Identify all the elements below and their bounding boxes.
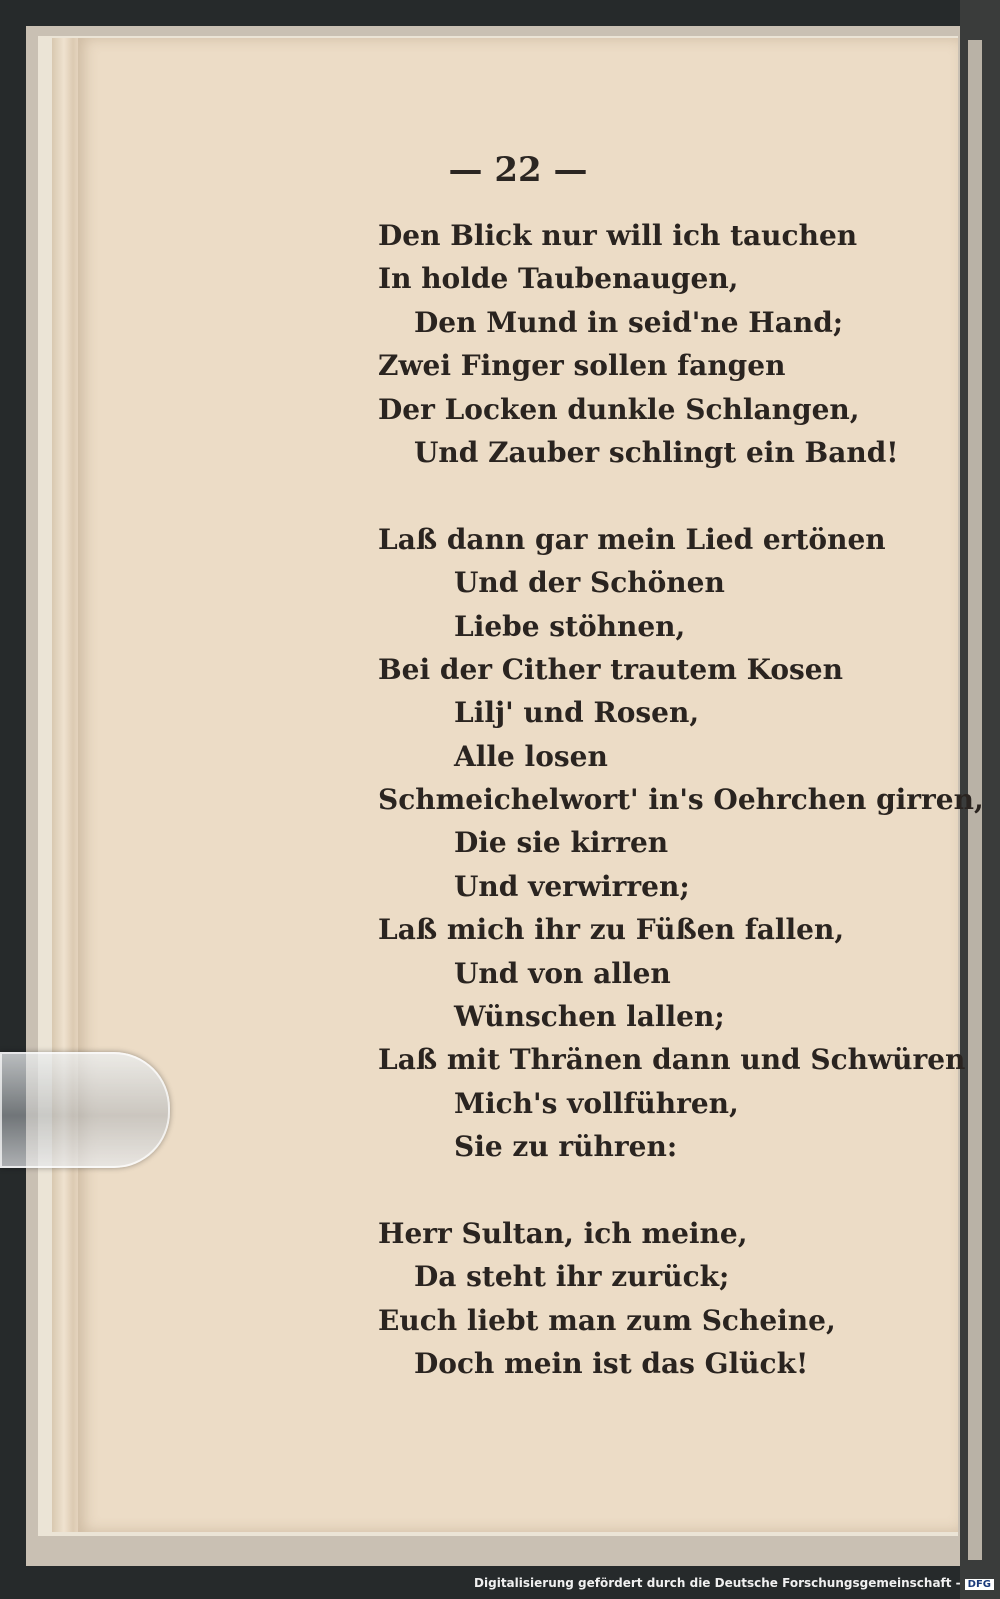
stanza-gap bbox=[378, 474, 978, 517]
poem-line: Schmeichelwort' in's Oehrchen girren, bbox=[378, 783, 984, 817]
page-clip bbox=[0, 1052, 170, 1168]
poem-line: Lilj' und Rosen, bbox=[454, 696, 700, 730]
poem-line: Den Mund in seid'ne Hand; bbox=[414, 305, 844, 339]
poem-line: Mich's vollführen, bbox=[454, 1086, 739, 1120]
poem-line: Liebe stöhnen, bbox=[454, 609, 686, 643]
digitization-credit bbox=[0, 1576, 994, 1590]
poem-line: Und Zauber schlingt ein Band! bbox=[414, 435, 899, 469]
stanza-gap bbox=[378, 1169, 978, 1212]
book-page bbox=[78, 38, 984, 1532]
poem-line: Sie zu rühren: bbox=[454, 1130, 678, 1164]
poem-line: Doch mein ist das Glück! bbox=[414, 1347, 809, 1381]
dfg-logo: DFG bbox=[965, 1579, 994, 1590]
poem-line: Laß dann gar mein Lied ertönen bbox=[378, 522, 886, 556]
poem-line: Laß mit Thränen dann und Schwüren bbox=[378, 1043, 966, 1077]
poem-line: Der Locken dunkle Schlangen, bbox=[378, 392, 860, 426]
poem-line: Alle losen bbox=[454, 739, 608, 773]
credit-text: Digitalisierung gefördert durch die Deutsche Forschungsgemeinschaft - bbox=[474, 1576, 961, 1590]
poem-line: Bei der Cither trautem Kosen bbox=[378, 652, 843, 686]
page-number: — 22 — bbox=[448, 150, 588, 190]
poem-line: Laß mich ihr zu Füßen fallen, bbox=[378, 913, 845, 947]
poem-line: Zwei Finger sollen fangen bbox=[378, 349, 786, 383]
poem-line: Und verwirren; bbox=[454, 869, 690, 903]
poem-line: Wünschen lallen; bbox=[454, 1000, 725, 1034]
poem bbox=[378, 214, 984, 1386]
poem-line: Und von allen bbox=[454, 956, 671, 990]
poem-line: In holde Taubenaugen, bbox=[378, 262, 739, 296]
poem-line: Und der Schönen bbox=[454, 566, 725, 600]
poem-line: Die sie kirren bbox=[454, 826, 669, 860]
poem-line: Den Blick nur will ich tauchen bbox=[378, 219, 858, 252]
poem-line: Herr Sultan, ich meine, bbox=[378, 1216, 748, 1250]
poem-line: Da steht ihr zurück; bbox=[414, 1260, 730, 1294]
poem-line: Euch liebt man zum Scheine, bbox=[378, 1303, 836, 1337]
